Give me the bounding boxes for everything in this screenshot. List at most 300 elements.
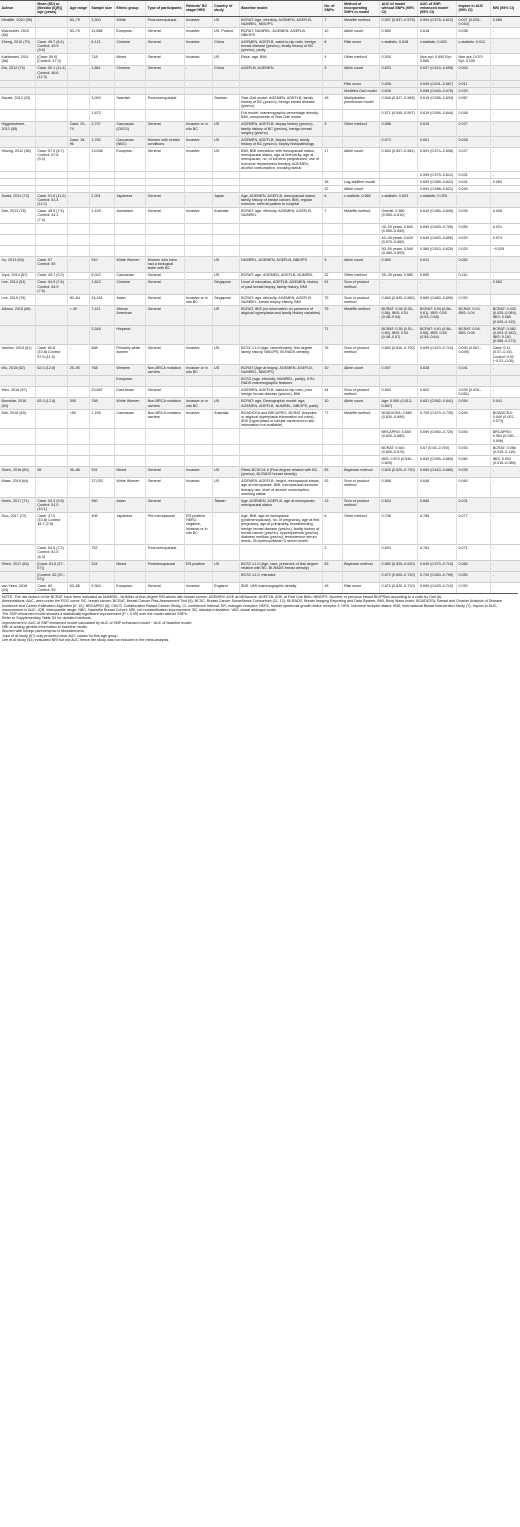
table-cell: 0.670 (0.600–0.740) — [380, 571, 418, 582]
table-cell — [89, 429, 114, 444]
table-cell: Other method — [342, 513, 379, 545]
supplementary-table — [0, 0, 520, 642]
table-cell — [68, 455, 90, 466]
table-cell: Caucasian — [114, 272, 145, 279]
table-cell: White — [114, 16, 145, 27]
table-cell: 718 — [89, 54, 114, 65]
table-cell: AGEMEN, AGEFLB, waist-to-hip ratio, benign breast disease (yes/no), family history of BC (yes/no), parity — [239, 38, 322, 53]
table-cell: Case: 53.3 (9.8) Control: 51.0 (10.1) — [35, 497, 67, 512]
table-cell: 0.690 (0.620–0.710) — [418, 583, 456, 594]
table-cell: 0.031 — [456, 171, 490, 178]
table-cell: Chinese — [114, 38, 145, 53]
table-cell: IBIS: 0.052 (0.015–0.088) — [491, 455, 520, 466]
table-cell: BCRAT: 0.59 (0.56–0.61), IBIS: 0.55 (0.52–0.58) — [418, 306, 456, 326]
column-header: Improv in AUC (95% CI) — [456, 1, 490, 17]
table-cell — [212, 571, 239, 582]
table-cell: Mealiffe method — [342, 208, 379, 223]
table-cell — [35, 171, 67, 178]
table-cell — [146, 110, 184, 121]
table-cell: 0.030 (0.007–0.049) — [456, 345, 490, 365]
table-cell: 910 — [89, 257, 114, 272]
table-cell — [212, 171, 239, 178]
table-cell: Vachon, 2015 (61) — [0, 345, 35, 365]
table-cell: Case: 60.8 (10.8) Control: 57.5 (11.5) — [35, 345, 67, 365]
table-cell: Mixed — [114, 54, 145, 65]
table-cell: - — [491, 513, 520, 545]
table-cell: 0.720 (0.650–0.790) — [418, 571, 456, 582]
table-cell — [239, 223, 322, 234]
table-row — [0, 571, 520, 582]
table-cell: 0.062 — [491, 279, 520, 294]
table-cell: BCRAT: 0.640 (0.600–0.670) — [380, 444, 418, 455]
table-cell: US, Poland — [212, 27, 239, 38]
table-row — [0, 429, 520, 444]
table-row — [0, 306, 520, 326]
table-cell — [184, 178, 212, 185]
table-cell: General — [146, 65, 184, 80]
table-cell: Mixed — [114, 560, 145, 571]
table-cell: Caucasian — [114, 409, 145, 429]
table-cell: Primarily white women — [114, 345, 145, 365]
table-cell — [239, 178, 322, 185]
table-cell: Mealiffe method — [342, 409, 379, 429]
table-cell: Postmenopausal — [146, 560, 184, 571]
table-cell: 29–90 — [68, 364, 90, 375]
table-cell: 0.050 — [456, 223, 490, 234]
table-cell: White Women — [114, 257, 145, 272]
table-cell: Dite, 2016 (69) — [0, 409, 35, 429]
table-cell: Case: 57 Control: 55 — [35, 257, 67, 272]
table-cell — [114, 178, 145, 185]
table-cell: 0.564 (0.547–0.581) — [380, 148, 418, 172]
table-cell: ER-positive, HER2-negative, invasive or in situ BC — [184, 513, 212, 545]
table-cell — [89, 234, 114, 245]
table-cell: General — [146, 478, 184, 498]
table-cell: 0.052 — [456, 257, 490, 272]
footnote: Women with benign parenchyma or fibroadenoma. — [2, 629, 85, 634]
table-cell: US — [212, 54, 239, 65]
table-cell: 0.048 — [456, 110, 490, 121]
footnote: Lee et al study (53) evaluated NRI but not AUC hence the study was not included in the meta-analysis. — [2, 637, 170, 642]
table-cell: Allele count — [342, 398, 379, 409]
table-cell — [0, 178, 35, 185]
table-cell: 50–59 years: 0.540 (0.480–0.600) — [380, 245, 418, 256]
table-cell: Case: 49.7 (8.4) Control: 49.9 (8.8) — [35, 38, 67, 53]
table-cell: England — [212, 583, 239, 594]
column-header: Sample size — [89, 1, 114, 17]
table-cell: 9,363 — [89, 583, 114, 594]
table-cell: BCRAT: 0.082 (0.003–0.162), IBIS: 0.181 (0.085–0.273) — [491, 325, 520, 345]
table-cell — [212, 223, 239, 234]
table-cell — [68, 571, 90, 582]
table-cell: BCRAT: 0.03, IBIS: 0.04 — [456, 306, 490, 326]
table-cell: 0.693 — [380, 545, 418, 560]
table-cell: Non-epi: 0.600 Epi: 0.680 — [418, 54, 456, 65]
table-cell — [239, 455, 322, 466]
table-cell: - — [35, 16, 67, 27]
table-cell — [146, 171, 184, 178]
table-cell: 92 — [322, 478, 342, 498]
table-cell: Allman, 2015 (66) — [0, 306, 35, 326]
table-cell: US — [212, 136, 239, 147]
table-cell: US — [212, 121, 239, 136]
table-cell — [89, 178, 114, 185]
table-cell: 768 — [89, 364, 114, 375]
footnote: Refer to Supplementary Table S4 for detailed methods. — [2, 616, 92, 621]
table-cell: Wu, 2015 (62) — [0, 364, 35, 375]
table-cell — [342, 245, 379, 256]
table-cell: Modified Gail model — [342, 87, 379, 94]
table-cell: African American — [114, 306, 145, 326]
table-cell: 0.041 — [491, 398, 520, 409]
table-cell: Case: 49.7 (9.2) — [35, 272, 67, 279]
table-cell — [0, 171, 35, 178]
table-cell: US — [212, 478, 239, 498]
table-cell: BRCAPRO: 0.650 (0.620–0.680) — [380, 429, 418, 444]
table-cell: Risk score — [342, 583, 379, 594]
table-cell — [68, 234, 90, 245]
table-cell: Case: 47.0 (10.8) Control: 48.7 (2.5) — [35, 513, 67, 545]
table-cell — [212, 80, 239, 87]
table-cell: Swedish — [114, 94, 145, 109]
table-cell — [184, 185, 212, 192]
table-cell: 2 — [322, 545, 342, 560]
table-cell: Age, BMI, age at menopause (postmenopausal), no. of pregnancy, age at first pregnancy, age at primiparity, breastfeeding, benign breast disease (yes/no), family history of breast cancer (yes/no), hyperlipidemia (yes/no), diabetes mellitus (yes/no), testosterone serum levels, 25-hydroxyvitamin D serum levels — [239, 513, 322, 545]
table-cell: BCRAT: Age, ethnicity, AGEMEN, AGEFLB, NUMREL, NBIOPS — [239, 16, 322, 27]
table-cell — [322, 80, 342, 87]
table-cell: - — [68, 560, 90, 571]
table-cell: Japanese — [114, 513, 145, 545]
table-cell: BOADICEA: 0.040 (0.007–0.073) — [491, 409, 520, 429]
table-cell: - — [184, 497, 212, 512]
table-cell: 50–79 — [68, 27, 90, 38]
table-cell: Mealiffe, 2010 (59) — [0, 16, 35, 27]
table-cell: Asian — [114, 497, 145, 512]
table-row — [0, 325, 520, 345]
column-header: AUC of model without SNPs (95% CI) — [380, 1, 418, 17]
table-cell: BCRAT, IBIS (no information on presence of atypical hyperplasia and family history variables) — [239, 306, 322, 326]
table-row — [0, 192, 520, 207]
table-cell — [212, 325, 239, 345]
table-cell: Invasive — [184, 208, 212, 223]
table-cell: - — [491, 171, 520, 178]
table-cell: 75 — [322, 306, 342, 326]
table-cell — [212, 545, 239, 560]
table-cell: 0.670 (0.620–0.710) — [380, 583, 418, 594]
table-cell: BCSC v1.0, estradiol — [239, 571, 322, 582]
table-cell: US — [212, 560, 239, 571]
table-cell: - — [68, 513, 90, 545]
table-cell: General — [146, 148, 184, 172]
table-cell — [184, 545, 212, 560]
table-row — [0, 364, 520, 375]
table-row — [0, 121, 520, 136]
table-cell — [89, 455, 114, 466]
column-header: NRI (95% CI) — [491, 1, 520, 17]
table-cell — [342, 234, 379, 245]
table-cell: 0.591 (0.574–0.608) — [418, 148, 456, 172]
table-cell: 0.020 — [456, 87, 490, 94]
table-cell: Invasive or in situ BC — [184, 398, 212, 409]
table-cell — [0, 245, 35, 256]
table-cell: - — [184, 279, 212, 294]
table-cell: 13,836 — [89, 148, 114, 172]
table-cell: Risk score — [342, 38, 379, 53]
table-row — [0, 257, 520, 272]
table-cell: 0.020 — [456, 583, 490, 594]
table-cell: 10 — [322, 398, 342, 409]
table-cell: BCRAT: 0.066 (0.019–0.110) — [491, 444, 520, 455]
table-cell: Age, AGEMEN, AGEFLB, menopausal status, family history of breast cancer, BMI, regular exercise, referral pattern to hospital — [239, 192, 322, 207]
table-cell — [184, 234, 212, 245]
table-cell — [239, 545, 322, 560]
table-cell: 35–39 years: 0.600 (0.550–0.650) — [380, 223, 418, 234]
table-cell — [68, 545, 90, 560]
table-cell: Shieh, 2016 (60) — [0, 467, 35, 478]
table-cell: 0.708 — [380, 513, 418, 545]
table-cell: 0.604 (0.588–0.621) — [418, 185, 456, 192]
table-cell: Bayesian method — [342, 560, 379, 571]
table-cell — [239, 171, 322, 178]
table-row — [0, 444, 520, 455]
table-cell: General — [146, 38, 184, 53]
table-cell: Allele count — [342, 27, 379, 38]
table-cell: 50–79 — [68, 16, 90, 27]
table-cell: Invasive — [184, 345, 212, 365]
table-cell: Jupe, 2014 (57) — [0, 272, 35, 279]
table-cell — [184, 171, 212, 178]
table-cell: 83 — [322, 560, 342, 571]
table-cell: - — [68, 272, 90, 279]
table-cell: Darabi, 2012 (23) — [0, 94, 35, 109]
table-cell: 752 — [89, 545, 114, 560]
table-cell: BCRAT: 0.06, IBIS: 0.06 — [456, 325, 490, 345]
table-cell — [146, 87, 184, 94]
table-cell: 40–49 years: 0.620 (0.570–0.660) — [380, 234, 418, 245]
table-cell: Other method — [342, 272, 379, 279]
table-cell — [146, 234, 184, 245]
table-cell: BCSC v1.0 (Age, race, presence of first degree relative with BC, BI-RADS breast density) — [239, 560, 322, 571]
table-cell — [418, 376, 456, 387]
table-row — [0, 345, 520, 365]
column-header: Type of participants — [146, 1, 184, 17]
table-cell: BCSC (age, ethnicity, NUMREL, parity), 5 BI-RADS mammographic features — [239, 376, 322, 387]
table-cell: 0.588 — [380, 121, 418, 136]
table-cell: US — [212, 272, 239, 279]
table-cell: Non-BRCA mutation carriers — [146, 409, 184, 429]
table-cell: - — [184, 272, 212, 279]
table-cell: 24,161 — [89, 294, 114, 305]
table-cell: - — [418, 279, 456, 294]
table-cell: - — [491, 136, 520, 147]
table-cell: Other method — [342, 54, 379, 65]
table-cell — [114, 110, 145, 121]
table-cell: China — [212, 65, 239, 80]
table-cell — [322, 444, 342, 455]
table-row — [0, 27, 520, 38]
table-cell: Sum of product method — [342, 294, 379, 305]
table-cell: 0.060 — [456, 478, 490, 498]
table-cell — [322, 136, 342, 147]
table-cell — [114, 545, 145, 560]
table-cell: 37,033 — [89, 478, 114, 498]
table-cell: Swe-Gail model: AGEMEN, AGEFLB, family history of BC (yes/no), benign breast disease (yes/no) — [239, 94, 322, 109]
table-row — [0, 87, 520, 94]
table-cell: BOADICEA: 0.660 (0.630–0.690) — [380, 409, 418, 429]
table-cell — [35, 376, 67, 387]
table-cell: 77 — [322, 409, 342, 429]
table-cell: - — [491, 364, 520, 375]
table-cell — [114, 223, 145, 234]
table-cell — [342, 325, 379, 345]
table-cell: 0.030 — [456, 444, 490, 455]
table-cell: Sueta, 2012 (73) — [0, 192, 35, 207]
table-cell: Fitted-BCSCv1.0 (First degree relative with BC (yes/no), BI-RADS breast density) — [239, 467, 322, 478]
table-cell: 406 — [89, 513, 114, 545]
table-cell — [114, 444, 145, 455]
table-cell: 62.0 (12.8) — [35, 364, 67, 375]
table-cell: - — [35, 306, 67, 326]
table-cell: Invasive or in situ BC — [184, 364, 212, 375]
table-cell — [212, 87, 239, 94]
table-cell: Age, AGEMEN, AGEFLB, age at menopause, menopausal status — [239, 497, 322, 512]
table-row — [0, 94, 520, 109]
table-cell: - — [491, 38, 520, 53]
table-cell: AGEFLB, AGEMEN — [239, 65, 322, 80]
table-cell: Invasive — [184, 148, 212, 172]
table-cell: 0.571 (0.545–0.597) — [380, 110, 418, 121]
table-cell — [239, 87, 322, 94]
table-cell — [0, 185, 35, 192]
table-cell: 71 — [322, 325, 342, 345]
table-cell: Level of education, AGEFLB, AGEMEN, history of past breast biopsy, family history, BMI — [239, 279, 322, 294]
table-cell — [35, 136, 67, 147]
table-cell — [35, 429, 67, 444]
table-cell: Lee, 2014 (53) — [0, 279, 35, 294]
table-cell: - — [68, 257, 90, 272]
table-cell — [184, 455, 212, 466]
table-cell: 0.011 — [456, 80, 490, 87]
table-cell — [114, 234, 145, 245]
table-cell: 0.038 — [456, 27, 490, 38]
table-cell: Wen, 2016 (67) — [0, 387, 35, 398]
table-cell: 960 — [89, 497, 114, 512]
table-header — [0, 1, 520, 17]
table-cell: 18 — [322, 94, 342, 109]
table-cell: 0.050 — [456, 571, 490, 582]
table-cell — [456, 192, 490, 207]
table-cell: Kaklamani, 2011 (58) — [0, 54, 35, 65]
table-cell: US — [212, 467, 239, 478]
table-cell: 0.071 — [456, 545, 490, 560]
footnote: NRI of adding genetic information to baseline model. — [2, 625, 88, 630]
table-cell: 0.650 (0.610–0.680) — [418, 467, 456, 478]
table-cell: - — [184, 257, 212, 272]
table-row — [0, 208, 520, 223]
column-header: Baseline model — [239, 1, 322, 17]
table-cell: Invasive or in situ BC — [184, 121, 212, 136]
table-cell: - — [68, 345, 90, 365]
table-cell: Lee, 2015 (75) — [0, 294, 35, 305]
table-cell: - — [491, 87, 520, 94]
table-cell: 0.764 — [418, 545, 456, 560]
table-cell: - — [491, 110, 520, 121]
footnote: Improvement in AUC of SNP-enhanced model calculated by AUC of SNP-enhanced model − AUC of baseline model. — [2, 620, 193, 625]
table-row — [0, 467, 520, 478]
table-cell — [342, 223, 379, 234]
table-cell: 0.563 — [380, 387, 418, 398]
table-cell: IBIS, VAS mammographic density — [239, 583, 322, 594]
table-row — [0, 136, 520, 147]
table-cell: 0.67 (0.63–0.700) — [418, 444, 456, 455]
table-cell: Case: 64.6 (7.2) Control: 61.5 (6.3) — [35, 545, 67, 560]
table-cell: 1,873 — [89, 110, 114, 121]
table-cell: US — [212, 345, 239, 365]
table-cell: 9 — [322, 257, 342, 272]
table-cell — [68, 245, 90, 256]
table-cell: 32 — [322, 185, 342, 192]
table-cell: 11,588 — [89, 27, 114, 38]
table-cell — [322, 110, 342, 121]
table-cell: 0.785 — [418, 513, 456, 545]
table-cell: 0.597 — [380, 364, 418, 375]
table-cell: US — [212, 257, 239, 272]
table-cell: Log-additive model — [342, 178, 379, 185]
table-cell: Women with certain conditions — [146, 136, 184, 147]
table-body — [0, 16, 520, 593]
table-cell: 36–86 — [68, 467, 90, 478]
table-cell: AGEMEN, AGEFLB, height, menopausal status, age at menopause, BMI, menopausal hormone therapy use, level of alcohol consumption, smoking status — [239, 478, 322, 498]
table-cell: Wacholder, 2010 (68) — [0, 27, 35, 38]
table-row — [0, 409, 520, 429]
table-cell: - — [491, 294, 520, 305]
table-cell: 0.680 (0.660–0.690) — [418, 294, 456, 305]
table-cell: - — [68, 38, 90, 53]
table-cell: 0.649 (0.631–0.667) — [418, 80, 456, 87]
table-cell: - — [491, 467, 520, 478]
table-row — [0, 513, 520, 545]
table-cell: - — [491, 121, 520, 136]
table-cell: 324 — [89, 560, 114, 571]
table-cell: Chinese — [114, 279, 145, 294]
table-cell: 7,421 — [89, 306, 114, 326]
table-cell: 83 — [322, 467, 342, 478]
table-cell: 0.548 (0.527–0.568) — [380, 94, 418, 109]
table-cell: Mixed — [114, 467, 145, 478]
column-header: Mean (SD) or [Median (IQR)] age (years) — [35, 1, 67, 17]
table-cell: 0.020 — [456, 234, 490, 245]
table-cell: Australia — [212, 409, 239, 429]
table-cell: - — [212, 513, 239, 545]
table-cell: Asian — [114, 294, 145, 305]
table-cell — [68, 223, 90, 234]
table-cell — [146, 223, 184, 234]
table-cell: Sum of product method — [342, 279, 379, 294]
table-cell: 62.0 (12.8) — [35, 398, 67, 409]
table-cell: Non-BRCA mutation carriers — [146, 398, 184, 409]
table-cell: 1,425 — [89, 208, 114, 223]
table-row — [0, 272, 520, 279]
table-cell — [322, 223, 342, 234]
table-cell — [35, 455, 67, 466]
table-cell: 2,737 — [89, 121, 114, 136]
table-row — [0, 478, 520, 498]
table-cell: 0.690 (0.660–0.720) — [418, 429, 456, 444]
table-row — [0, 245, 520, 256]
table-row — [0, 65, 520, 80]
table-cell — [184, 376, 212, 387]
table-cell: Invasive — [184, 54, 212, 65]
